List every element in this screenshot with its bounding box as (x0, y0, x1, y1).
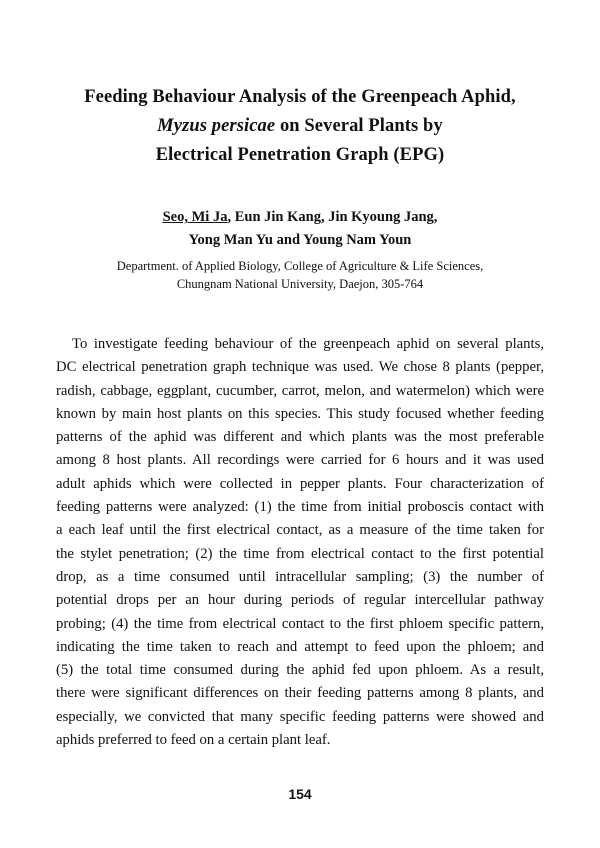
abstract-line: the stylet penetration; (2) the time from electrical contact to the first potential (56, 545, 544, 562)
abstract-line: among 8 host plants. All recordings were carried for 6 hours and it was used (56, 452, 544, 469)
title-line-1: Feeding Behaviour Analysis of the Greenpeach Aphid, (84, 87, 516, 107)
authors-line-2: Yong Man Yu and Young Nam Youn (188, 232, 412, 248)
abstract-line: drop, as a time consumed until intracellular sampling; (3) the number of (56, 568, 544, 585)
abstract-body (56, 333, 544, 752)
abstract-line: a each leaf until the first electrical contact, as a measure of the time taken for (56, 522, 544, 539)
abstract-line: known by main host plants on this species. This study focused whether feeding (56, 405, 544, 422)
abstract-line: potential drops per an hour during periods of regular intercellular pathway (56, 592, 544, 609)
authors-line-1-rest: , Eun Jin Kang, Jin Kyoung Jang, (227, 209, 438, 225)
abstract-line: radish, cabbage, eggplant, cucumber, carrot, melon, and watermelon) which were (56, 382, 544, 399)
abstract-line: there were significant differences on their feeding patterns among 8 plants, and (56, 685, 544, 702)
title-line-2-rest: on Several Plants by (275, 116, 443, 136)
affiliation-line-2: Chungnam National University, Daejon, 305-764 (176, 277, 424, 291)
abstract-line: especially, we convicted that many specific feeding patterns were showed and (56, 708, 544, 725)
title-line-2 (0, 112, 600, 141)
abstract-line: To investigate feeding behaviour of the greenpeach aphid on several plants, (72, 336, 544, 352)
abstract-line: DC electrical penetration graph technique was used. We chose 8 plants (pepper, (56, 359, 544, 376)
title-line-3: Electrical Penetration Graph (EPG) (155, 145, 445, 165)
abstract-line: adult aphids which were collected in pepper plants. Four characterization of (56, 475, 544, 492)
page-number: 154 (288, 786, 312, 802)
abstract-line: probing; (4) the time from electrical contact to the first phloem specific pattern, (56, 615, 544, 632)
paper-title (0, 83, 600, 170)
affiliation-line-1: Department. of Applied Biology, College of Agriculture & Life Sciences, (116, 259, 484, 273)
authors-line-1 (0, 206, 600, 229)
abstract-line: (5) the total time consumed during the aphid fed upon phloem. As a result, (56, 662, 544, 679)
species-name: Myzus persicae (157, 116, 276, 136)
abstract-line: indicating the time taken to reach and attempt to feed upon the phloem; and (56, 638, 544, 655)
author-list (0, 206, 600, 252)
abstract-line: feeding patterns were analyzed: (1) the time from initial proboscis contact with (56, 499, 544, 516)
affiliation (0, 257, 600, 293)
abstract-line: aphids preferred to feed on a certain plant leaf. (56, 732, 331, 749)
presenting-author: Seo, Mi Ja (162, 209, 228, 225)
abstract-line: patterns of the aphid was different and which plants was the most preferable (56, 429, 544, 446)
